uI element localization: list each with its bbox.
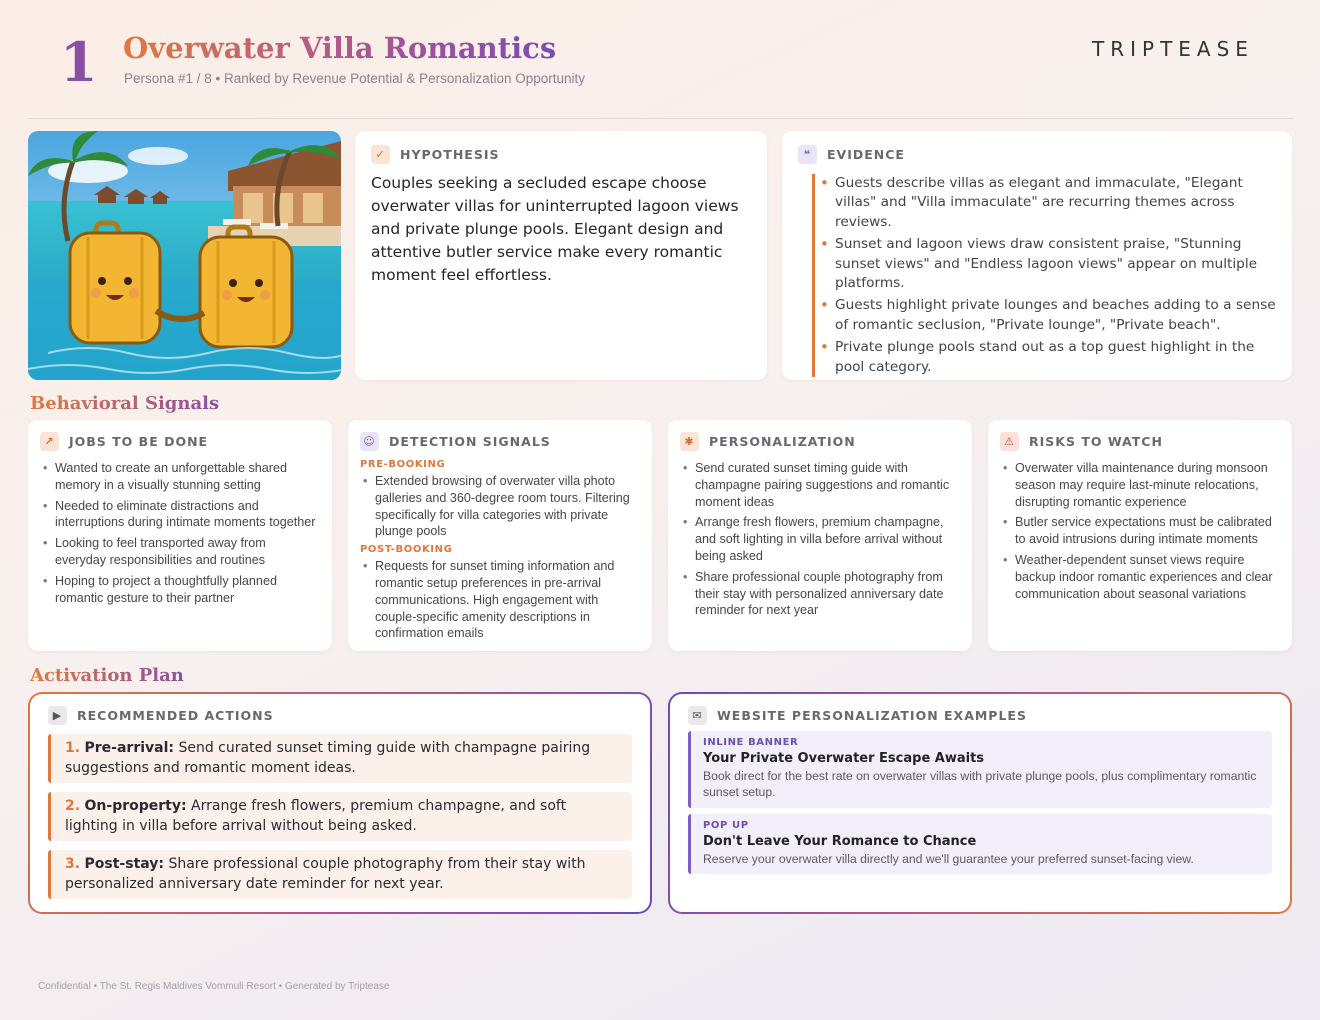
mail-icon: ✉: [688, 706, 707, 725]
detection-label: DETECTION SIGNALS: [389, 434, 551, 449]
website-label: WEBSITE PERSONALIZATION EXAMPLES: [717, 708, 1027, 723]
warning-icon: ⚠: [1000, 432, 1019, 451]
action-text: Arrange fresh flowers, premium champagne, and soft lighting in villa before arrival without being asked.: [65, 798, 567, 834]
personalization-list: [680, 460, 960, 619]
post-booking-list: [360, 558, 640, 642]
evidence-label: EVIDENCE: [827, 147, 905, 162]
list-item: • Wanted to create an unforgettable shared memory in a visually stunning setting: [40, 460, 320, 494]
action-lead: Post-stay:: [84, 856, 164, 872]
evidence-item: • Private plunge pools stand out as a top guest highlight in the pool category.: [835, 338, 1276, 377]
list-item: • Requests for sunset timing information and romantic setup preferences in pre-arrival communications. High engagement with couple-specific amenity descriptions in confirmation emails: [360, 558, 640, 642]
detection-signals-card: [348, 420, 652, 651]
example-body: Book direct for the best rate on overwater villas with private plunge pools, plus complimentary romantic sunset setup.: [703, 769, 1257, 800]
detection-header: [360, 432, 640, 451]
asterisk-icon: ✱: [680, 432, 699, 451]
action-number: 3.: [65, 856, 81, 872]
list-item: • Extended browsing of overwater villa photo galleries and 360-degree room tours. Filtering specifically for villa categories with private plunge pools: [360, 473, 640, 540]
jobs-header: [40, 432, 320, 451]
behavioral-signals-title: Behavioral Signals: [30, 393, 220, 414]
evidence-item: • Guests highlight private lounges and beaches adding to a sense of romantic seclusion, "Private lounge", "Private beach".: [835, 296, 1276, 335]
example-body: Reserve your overwater villa directly and we'll guarantee your preferred sunset-facing view.: [703, 851, 1194, 866]
list-item: • Arrange fresh flowers, premium champagne, and soft lighting in villa before arrival without being asked: [680, 514, 960, 564]
personalization-header: [680, 432, 960, 451]
action-lead: Pre-arrival:: [84, 740, 175, 756]
list-item: • Overwater villa maintenance during monsoon season may require last-minute relocations, disrupting romantic experience: [1000, 460, 1280, 510]
example-tag: INLINE BANNER: [703, 737, 799, 748]
arrow-up-right-icon: ↗: [40, 432, 59, 451]
recommended-actions-panel: [28, 692, 652, 914]
example-headline: Don't Leave Your Romance to Chance: [703, 833, 977, 849]
action-item: [48, 734, 632, 783]
list-item: • Weather-dependent sunset views require backup indoor romantic experiences and clear communication about seasonal variations: [1000, 552, 1280, 602]
example-tag: POP UP: [703, 819, 749, 831]
persona-illustration: [28, 131, 341, 380]
list-item: • Looking to feel transported away from everyday responsibilities and routines: [40, 535, 320, 569]
risks-card: [988, 420, 1292, 651]
personalization-card: [668, 420, 972, 651]
action-text: Send curated sunset timing guide with champagne pairing suggestions and romantic moment ideas.: [65, 740, 591, 776]
list-item: • Send curated sunset timing guide with champagne pairing suggestions and romantic moment ideas: [680, 460, 960, 510]
risks-label: RISKS TO WATCH: [1029, 434, 1163, 449]
post-booking-label: POST-BOOKING: [360, 544, 453, 556]
evidence-item: • Guests describe villas as elegant and immaculate, "Elegant villas" and "Villa immaculate" are recurring themes across reviews.: [835, 174, 1276, 232]
check-icon: ✓: [371, 145, 390, 164]
resort-suitcases-image: [28, 131, 341, 380]
brand-logo: TRIPTEASE: [1092, 37, 1254, 61]
actions-header: [48, 706, 632, 725]
action-item: [48, 792, 632, 841]
action-text: Share professional couple photography from their stay with personalized anniversary date reminder for next year.: [65, 856, 586, 892]
action-lead: On-property:: [84, 798, 187, 814]
list-item: • Hoping to project a thoughtfully planned romantic gesture to their partner: [40, 573, 320, 607]
action-number: 2.: [65, 798, 81, 814]
page-title: Overwater Villa Romantics: [123, 31, 557, 65]
evidence-item: • Sunset and lagoon views draw consistent praise, "Stunning sunset views" and "Endless lagoon views" appear on multiple platforms.: [835, 235, 1276, 293]
inline-banner-example: [688, 731, 1272, 808]
smiley-icon: ☺: [360, 432, 379, 451]
actions-label: RECOMMENDED ACTIONS: [77, 708, 274, 723]
hypothesis-card: [355, 131, 767, 380]
persona-rank: 1: [60, 30, 98, 94]
list-item: • Share professional couple photography from their stay with personalized anniversary date reminder for next year: [680, 569, 960, 619]
evidence-header: [798, 145, 1276, 164]
list-item: • Butler service expectations must be calibrated to avoid intrusions during intimate moments: [1000, 514, 1280, 548]
quote-icon: ❝: [798, 145, 817, 164]
jobs-label: JOBS TO BE DONE: [69, 434, 209, 449]
personalization-label: PERSONALIZATION: [709, 434, 856, 449]
list-item: • Needed to eliminate distractions and interruptions during intimate moments together: [40, 498, 320, 532]
hypothesis-label: HYPOTHESIS: [400, 147, 500, 162]
evidence-list: [812, 174, 1276, 377]
risks-list: [1000, 460, 1280, 602]
website-header: [688, 706, 1272, 725]
jobs-to-be-done-card: [28, 420, 332, 651]
evidence-card: [782, 131, 1292, 380]
hypothesis-text: Couples seeking a secluded escape choose overwater villas for uninterrupted lagoon views and private plunge pools. Elegant design and attentive butler service make every romantic moment feel effortless.: [371, 174, 739, 284]
page-subtitle: Persona #1 / 8 • Ranked by Revenue Potential & Personalization Opportunity: [124, 71, 586, 86]
action-item: [48, 850, 632, 899]
activation-plan-title: Activation Plan: [30, 665, 184, 686]
jobs-list: [40, 460, 320, 606]
example-headline: Your Private Overwater Escape Awaits: [703, 751, 985, 766]
pre-booking-list: [360, 473, 640, 540]
action-number: 1.: [65, 740, 81, 756]
footer-text: Confidential • The St. Regis Maldives Vommuli Resort • Generated by Triptease: [38, 981, 390, 992]
play-icon: ▶: [48, 706, 67, 725]
hypothesis-header: [371, 145, 751, 164]
header-divider: [28, 118, 1293, 119]
website-personalization-panel: [668, 692, 1292, 914]
risks-header: [1000, 432, 1280, 451]
pre-booking-label: PRE-BOOKING: [360, 459, 446, 470]
popup-example: [688, 814, 1272, 874]
